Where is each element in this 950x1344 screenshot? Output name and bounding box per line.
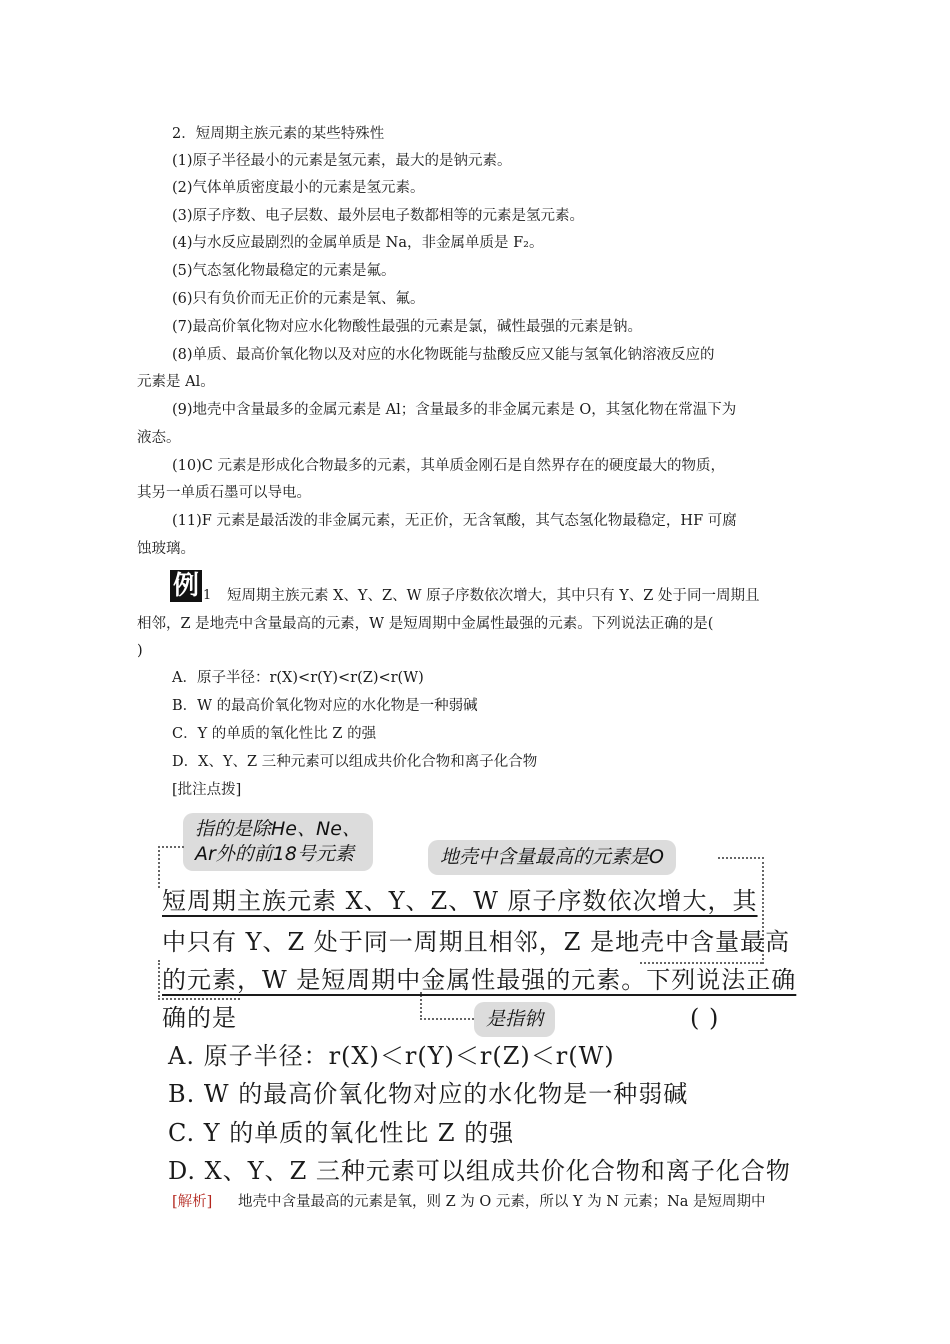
list-item: (6)只有负价而无正价的元素是氧、氟。 [172,291,425,307]
option-a: A．原子半径：r(X)<r(Y)<r(Z)<r(W) [172,670,424,686]
note-line: 指的是除He、Ne、 [195,818,361,840]
list-item-continued: 元素是 Al。 [137,374,215,390]
list-item-continued: 其另一单质石墨可以导电。 [137,485,311,501]
annotated-option-d: D. X、Y、Z 三种元素可以组成共价化合物和离子化合物 [168,1157,791,1185]
option-b: B．W 的最高价氧化物对应的水化物是一种弱碱 [172,698,478,714]
annotation-note [183,813,373,871]
connector-line [158,846,184,888]
example-stem: 相邻，Z 是地壳中含量最高的元素，W 是短周期中金属性最强的元素。下列说法正确的是( [137,616,714,632]
list-item: (7)最高价氧化物对应水化物酸性最强的元素是氯，碱性最强的元素是钠。 [172,319,643,335]
annotated-option-a: A. 原子半径：r(X)＜r(Y)＜r(Z)＜r(W) [168,1042,615,1070]
list-item: (3)原子序数、电子层数、最外层电子数都相等的元素是氢元素。 [172,208,585,224]
annotation-note: 地壳中含量最高的元素是O [428,840,676,875]
list-item: (5)气态氢化物最稳定的元素是氟。 [172,263,396,279]
annotated-line: 中只有 Y、Z 处于同一周期且相邻，Z 是地壳中含量最高 [162,928,791,956]
annotation-header: [批注点拨] [172,782,242,798]
connector-line [420,992,474,1020]
option-c: C．Y 的单质的氧化性比 Z 的强 [172,726,377,742]
answer-paren: ( ) [690,1004,720,1032]
annotation-note: 是指钠 [474,1002,555,1037]
connector-line [158,960,160,1000]
list-item: (9)地壳中含量最多的金属元素是 Al；含量最多的非金属元素是 O，其氢化物在常温下为 [172,402,737,418]
analysis-text: 地壳中含量最高的元素是氧，则 Z 为 O 元素，所以 Y 为 N 元素；Na 是短周期中 [238,1194,766,1210]
example-stem: ) [137,643,143,659]
list-item: (2)气体单质密度最小的元素是氢元素。 [172,180,425,196]
list-item: (4)与水反应最剧烈的金属单质是 Na，非金属单质是 F₂。 [172,235,544,251]
connector-line [158,998,240,1000]
annotated-option-c: C. Y 的单质的氧化性比 Z 的强 [168,1119,515,1147]
annotated-option-b: B. W 的最高价氧化物对应的水化物是一种弱碱 [168,1080,689,1108]
note-line: Ar外的前18号元素 [195,843,354,865]
example-badge: 例 [170,570,202,602]
analysis-label: [解析] [172,1194,213,1210]
option-d: D．X、Y、Z 三种元素可以组成共价化合物和离子化合物 [172,754,538,770]
section-title: 2．短周期主族元素的某些特殊性 [172,126,385,142]
list-item-continued: 蚀玻璃。 [137,541,195,557]
list-item: (8)单质、最高价氧化物以及对应的水化物既能与盐酸反应又能与氢氧化钠溶液反应的 [172,347,715,363]
list-item-continued: 液态。 [137,430,181,446]
annotated-line: 的元素，W 是短周期中金属性最强的元素。下列说法正确 [162,966,797,994]
annotated-line: 短周期主族元素 X、Y、Z、W 原子序数依次增大，其 [162,887,758,915]
example-number: 1 [203,588,212,603]
list-item: (10)C 元素是形成化合物最多的元素，其单质金刚石是自然界存在的硬度最大的物质， [172,458,725,474]
list-item: (1)原子半径最小的元素是氢元素，最大的是钠元素。 [172,153,512,169]
example-stem: 短周期主族元素 X、Y、Z、W 原子序数依次增大，其中只有 Y、Z 处于同一周期且 [227,588,760,604]
annotated-line: 确的是 [162,1004,237,1032]
list-item: (11)F 元素是最活泼的非金属元素，无正价，无含氧酸，其气态氢化物最稳定，HF 可腐 [172,513,737,529]
